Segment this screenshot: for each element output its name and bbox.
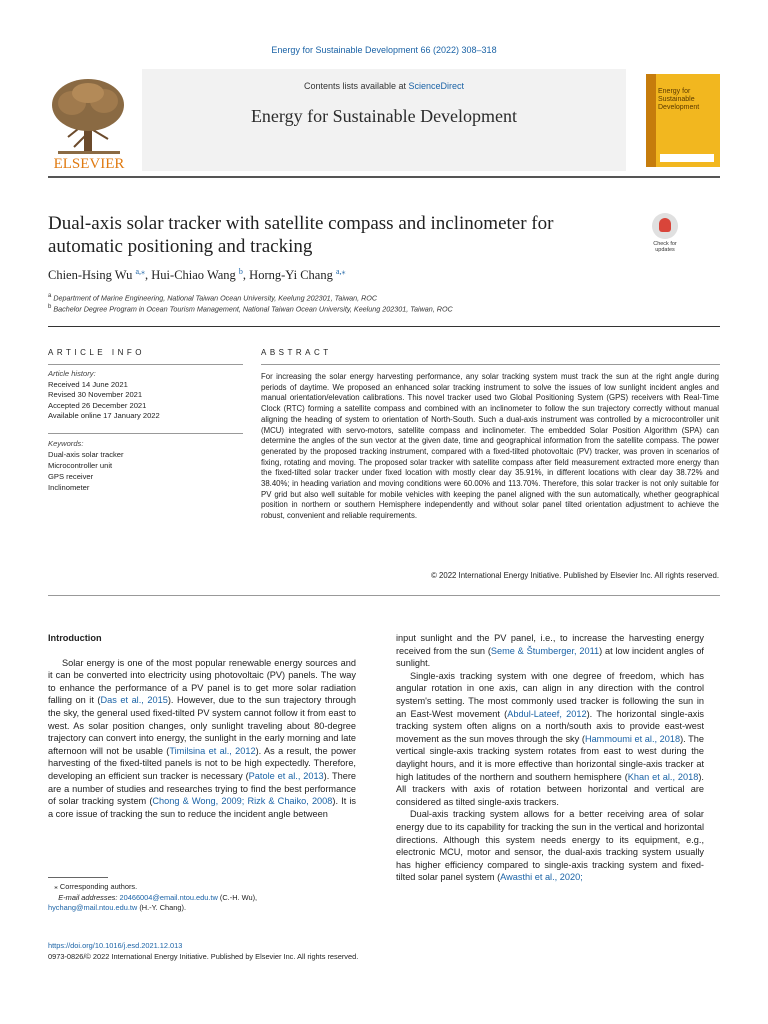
contents-prefix: Contents lists available at: [303, 81, 409, 91]
author-affil-link[interactable]: a,⁎: [335, 267, 346, 276]
keyword: Microcontroller unit: [48, 461, 113, 470]
corresponding-label: Corresponding authors.: [59, 882, 138, 891]
check-updates-icon: [652, 213, 678, 239]
history-item: Revised 30 November 2021: [48, 390, 143, 399]
keywords-label: Keywords:: [48, 439, 84, 448]
citation-link[interactable]: Das et al., 2015: [100, 695, 168, 706]
keyword: Inclinometer: [48, 483, 90, 492]
check-for-updates-button[interactable]: [645, 213, 685, 261]
contents-line: [142, 81, 626, 91]
history-item: Available online 17 January 2022: [48, 411, 160, 420]
affiliation-divider: [48, 326, 720, 327]
keyword: GPS receiver: [48, 472, 94, 481]
history-label: Article history:: [48, 369, 96, 378]
body-text: Single-axis tracking system with one degree of freedom, which has angular rotation in one axis, can align in any direction with the control system's setting. The most commonly used tracker is following the sun in an East-West movement (: [396, 670, 704, 719]
footnote-corresponding: ⁎ Corresponding authors.: [48, 882, 138, 891]
citation-link[interactable]: Hammoumi et al., 2018: [584, 733, 681, 744]
affiliation-mark: b: [48, 304, 52, 310]
journal-banner: [48, 69, 720, 172]
body-paragraph: [396, 632, 704, 670]
cover-spine: [646, 74, 656, 167]
author-name: Chien-Hsing Wu: [48, 268, 133, 283]
body-paragraph: [396, 808, 704, 884]
body-text: ). As a result, the power harvesting of the fixed-tilted panels is not to be high expectedly. Therefore, developing an efficient sun tracker is necessary (: [48, 745, 357, 781]
history-item: Accepted 26 December 2021: [48, 400, 147, 410]
footnote-divider: [48, 877, 108, 878]
journal-reference-link[interactable]: Energy for Sustainable Development 66 (2022) 308–318: [271, 45, 497, 55]
body-text: ). The vertical single-axis tracking system rotates from east to west during the daylight hours, and it is more effective than horizontal single-axis tracker at high latitudes of the northern and southern hemisphere (: [396, 733, 705, 782]
history-item: Received 14 June 2021: [48, 379, 128, 389]
affiliation-text: Department of Marine Engineering, National Taiwan Ocean University, Keelung 202301, Taiwan, ROC: [53, 293, 378, 303]
body-text: Dual-axis tracking system allows for a better receiving area of solar energy due to its capability for tracking the sun in the vertical and horizontal directions. Although this system needs energy to its equipment, e.g., electronic MCU, motor and sensor, the dual-axis tracking system usually has higher efficiency compared to single-axis tracking system and fixed-tilted solar panel system (: [396, 809, 704, 883]
footnotes: [48, 882, 348, 914]
doi-link[interactable]: https://doi.org/10.1016/j.esd.2021.12.013: [48, 941, 183, 950]
cover-publisher-strip: [660, 154, 714, 162]
body-text: ) at low incident angles of sunlight.: [396, 645, 704, 669]
banner-center-panel: [142, 69, 626, 171]
abstract-heading: ABSTRACT: [261, 348, 332, 357]
affiliation-a: [48, 293, 377, 302]
journal-title[interactable]: Energy for Sustainable Development: [250, 106, 518, 126]
affiliation-mark: a: [48, 293, 52, 299]
elsevier-logo[interactable]: [48, 77, 130, 171]
author-affil-link[interactable]: b: [238, 267, 243, 276]
article-title: Dual-axis solar tracker with satellite compass and inclinometer for automatic positioning and tracking: [48, 213, 554, 257]
author-name: Hui-Chiao Wang: [151, 268, 236, 283]
body-text: ). All trackers with axis of rotation between horizontal and vertical are considered as tilted single-axis trackers.: [396, 771, 704, 807]
keyword: Dual-axis solar tracker: [48, 450, 124, 459]
banner-divider: [48, 176, 720, 178]
article-info-heading: ARTICLE INFO: [48, 348, 145, 357]
abstract-copyright: © 2022 International Energy Initiative. Published by Elsevier Inc. All rights reserved.: [431, 571, 719, 580]
body-paragraph: [48, 657, 356, 821]
publisher-name: ELSEVIER: [53, 156, 125, 171]
citation-link[interactable]: Chong & Wong, 2009; Rizk & Chaiko, 2008: [152, 796, 333, 807]
abstract-text: For increasing the solar energy harvesting performance, any solar tracking system must track the sun at the right angle during periods of daytime. We proposed an enhanced solar tracking instrument to solve the issues of low sunlight incident angles and manual orientation/elevation calibrations. This novel tracker used two Global Positioning System (GPS) receivers with Real-Time Clock (RTC) forming a satellite compass and combined with an inclinometer to follow the sun trajectory correctly without manual aligning the heading of system to orientation of North-South. Such a dual-axis instrument was controlled by a microcontroller unit (MCU) integrated with servo-motors, satellite compass and inclinometer. The embedded Solar Position Algorithm (SPA) can determine the angles of the sun vector at the given date, time and geographical information from the satellite compass. The power generated by the proposed tracking instrument, compared with a fixed-tilted photovoltaic (PV) tracker, was proven in scenarios of fixing, rotating and moving. The proposed solar tracker with satellite compass after field measurement extracted more energy than the fixed-tilted solar tracker under fixed location with mostly clear day 35.91%, in different locations with clear day 38.72% and 38.40%; in heading variation and moving conditions were 60.00% and 113.70%. Therefore, this solar tracker is not only suitable for PV grid but also well suitable for mobile vehicles with keeping the panel aligned with the sun automatically, whether geographical position in northern or southern Hemisphere independently and without solar panel tilted orientation adjustment to achieve the robust, convenient and reliable requirements.: [261, 372, 719, 521]
affiliation-b: [48, 304, 453, 313]
citation-link[interactable]: Khan et al., 2018: [627, 771, 699, 782]
body-text: ). There are a number of studies and researches trying to find the best performance of solar tracking system (: [48, 770, 356, 807]
email-owner: (H.-Y. Chang).: [139, 903, 187, 912]
author-list: Chien-Hsing Wu $^{a,⁎}$, Hui-Chiao Wang $^b$, Horng-Yi Chang $^{a,⁎}$: [48, 267, 346, 283]
elsevier-tree-icon: [48, 77, 130, 171]
body-text: ). The horizontal single-axis tracking system often aligns on a north/south axis to provide east-west movement as the sun moves through the sky (: [396, 708, 704, 744]
cover-title-line: Development: [658, 104, 700, 111]
body-text: ). However, due to the sun trajectory through the sky, the general used fixed-tilted PV system cannot follow it from east to west. As solar position changes, only sunlight traveling about 80-degree trajectory can convert into energy, the sunlight in the early morning and late afternoon will not be usable (: [48, 695, 356, 756]
email-label: E-mail addresses:: [58, 892, 118, 902]
body-column-left: [48, 632, 356, 820]
check-updates-line: Check for: [653, 241, 677, 247]
cover-title: [658, 88, 714, 112]
body-text: ). It is a core issue of tracking the sun to reduce the incident angle between: [48, 796, 356, 819]
section-heading-introduction: Introduction: [48, 633, 102, 643]
email-owner: (C.-H. Wu),: [219, 892, 258, 902]
body-column-right: [396, 632, 704, 884]
citation-link[interactable]: Timilsina et al., 2012: [169, 745, 256, 756]
journal-cover-thumbnail[interactable]: [646, 74, 720, 167]
check-updates-line: updates: [655, 247, 675, 253]
citation-link[interactable]: Seme & Štumberger, 2011: [490, 645, 600, 656]
citation-link[interactable]: Patole et al., 2013: [248, 770, 324, 781]
body-paragraph: [396, 670, 704, 809]
article-info-divider: [48, 364, 243, 365]
body-text: input sunlight and the PV panel, i.e., to increase the harvesting energy received from the sun (: [396, 633, 704, 656]
cover-title-line: Energy for: [658, 88, 691, 95]
email-link[interactable]: hychang@mail.ntou.edu.tw: [48, 903, 138, 912]
keywords-divider: [48, 433, 243, 434]
keywords: [48, 438, 243, 493]
footnote-emails: [48, 893, 348, 904]
email-link[interactable]: 20466004@email.ntou.edu.tw: [119, 892, 218, 902]
citation-link[interactable]: Awasthi et al., 2020;: [500, 872, 583, 883]
author-name: Horng-Yi Chang: [249, 268, 333, 283]
abstract-end-divider: [48, 595, 720, 596]
footnote-emails-cont: [48, 903, 348, 914]
affiliation-text: Bachelor Degree Program in Ocean Tourism Management, National Taiwan Ocean University, Keelung 202301, Taiwan, ROC: [53, 304, 453, 314]
cover-title-line: Sustainable: [658, 96, 695, 103]
check-updates-label: [645, 241, 685, 253]
abstract-divider: [261, 364, 720, 365]
author-affil-link[interactable]: a,⁎: [135, 267, 146, 276]
body-text: Solar energy is one of the most popular renewable energy sources and it can be converted into electricity using photovoltaic (PV) panels. The way to enhance the performance of a PV panel is to get more solar radiation falling on it (: [48, 657, 356, 706]
citation-link[interactable]: Abdul-Lateef, 2012: [507, 708, 587, 719]
article-history: [48, 369, 243, 422]
issn-copyright: 0973-0826/© 2022 International Energy Initiative. Published by Elsevier Inc. All rights reserved.: [48, 952, 359, 961]
sciencedirect-link[interactable]: ScienceDirect: [408, 81, 465, 91]
